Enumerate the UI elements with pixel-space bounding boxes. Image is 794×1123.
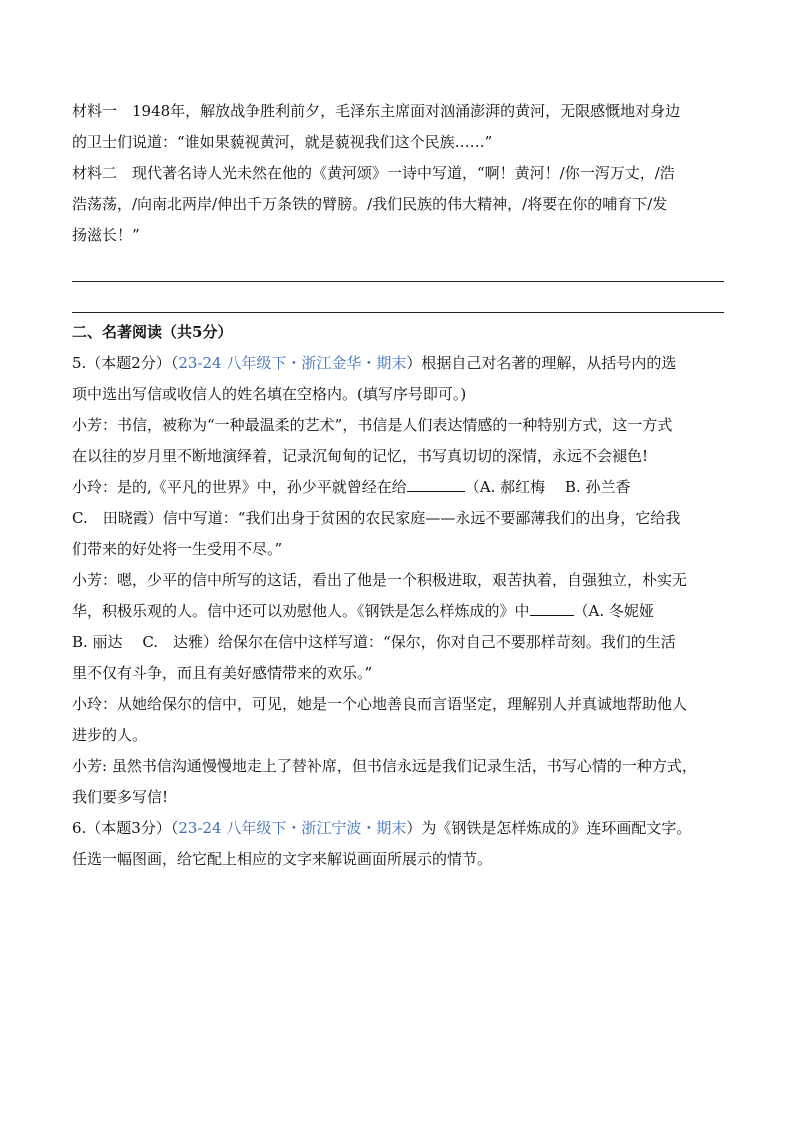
xiaofang-line1: 小芳：书信，被称为“一种最温柔的艺术”，书信是人们表达情感的一种特别方式，这一方式	[72, 416, 673, 434]
xiaoling2-line1: 小玲：从她给保尔的信中，可见，她是一个心地善良而言语坚定，理解别人并真诚地帮助他人	[72, 695, 688, 713]
document-page	[72, 96, 724, 875]
xiaofang3-line2: 我们要多写信!	[72, 788, 169, 806]
xiaoling-line2: C. 田晓霞）信中写道：“我们出身于贫困的农民家庭——永远不要鄙薄我们的出身，它给我	[72, 509, 681, 527]
material-one-line2: 的卫士们说道：“谁如果藐视黄河，就是藐视我们这个民族……”	[72, 133, 493, 151]
xiaoling-line1	[72, 472, 724, 503]
question-5-source: 23-24 八年级下・浙江金华・期末	[178, 354, 407, 372]
material-two-line2: 浩荡荡，/向南北两岸/伸出千万条铁的臂膀。/我们民族的伟大精神，/将要在你的哺育下/发	[72, 195, 668, 213]
xiaofang3-line1: 小芳: 虽然书信沟通慢慢地走上了替补席，但书信永远是我们记录生活，书写心情的一种方式，	[72, 757, 697, 775]
question-5-line1	[72, 348, 724, 379]
xiaoling-line1-pre: 小玲：是的,《平凡的世界》中，孙少平就曾经在给	[72, 478, 407, 496]
material-two-line1: 材料二 现代著名诗人光未然在他的《黄河颂》一诗中写道，“啊！黄河！/你一泻万丈，/浩	[72, 164, 675, 182]
answer-line-2[interactable]	[72, 282, 724, 313]
xiaofang2-line2-pre: 华，积极乐观的人。信中还可以劝慰他人。《钢铁是怎么样炼成的》中	[72, 602, 530, 620]
xiaoling-line1-post: （A. 郝红梅 B. 孙兰香	[464, 478, 631, 496]
xiaofang-line2: 在以往的岁月里不断地演绎着，记录沉甸甸的记忆，书写真切切的深情，永远不会褪色!	[72, 447, 649, 465]
question-6-prefix: 6.（本题3分）（	[72, 819, 179, 837]
xiaofang2-line2	[72, 596, 724, 627]
xiaoling2-line2: 进步的人。	[72, 726, 148, 744]
section-two-heading: 二、名著阅读（共5分）	[72, 323, 233, 341]
xiaoling-line3: 们带来的好处将一生受用不尽。”	[72, 540, 283, 558]
question-5-prefix: 5.（本题2分）（	[72, 354, 179, 372]
question-5-text: ）根据自己对名著的理解，从括号内的选	[406, 354, 677, 372]
question-6-text: ）为《钢铁是怎样炼成的》连环画配文字。	[406, 819, 692, 837]
answer-line-1[interactable]	[72, 251, 724, 282]
answer-blank-2[interactable]	[530, 601, 574, 616]
material-two-line3: 扬滋长！”	[72, 226, 140, 244]
material-one-line1: 材料一 1948年，解放战争胜利前夕，毛泽东主席面对汹涌澎湃的黄河，无限感慨地对身边	[72, 102, 681, 120]
question-6-source: 23-24 八年级下・浙江宁波・期末	[178, 819, 407, 837]
answer-blank-1[interactable]	[407, 477, 465, 492]
xiaofang2-line2-post: （A. 冬妮娅	[573, 602, 654, 620]
question-6-line2: 任选一幅图画，给它配上相应的文字来解说画面所展示的情节。	[72, 850, 493, 868]
question-6-line1	[72, 813, 724, 844]
xiaofang2-line3: B. 丽达 C. 达雅）给保尔在信中这样写道：“保尔，你对自己不要那样苛刻。我们的生活	[72, 633, 676, 651]
xiaofang2-line4: 里不仅有斗争，而且有美好感情带来的欢乐。”	[72, 664, 373, 682]
xiaofang2-line1: 小芳：嗯，少平的信中所写的这话，看出了他是一个积极进取，艰苦执着，自强独立，朴实无	[72, 571, 688, 589]
question-5-line2: 项中选出写信或收信人的姓名填在空格内。(填写序号即可。)	[72, 385, 467, 403]
